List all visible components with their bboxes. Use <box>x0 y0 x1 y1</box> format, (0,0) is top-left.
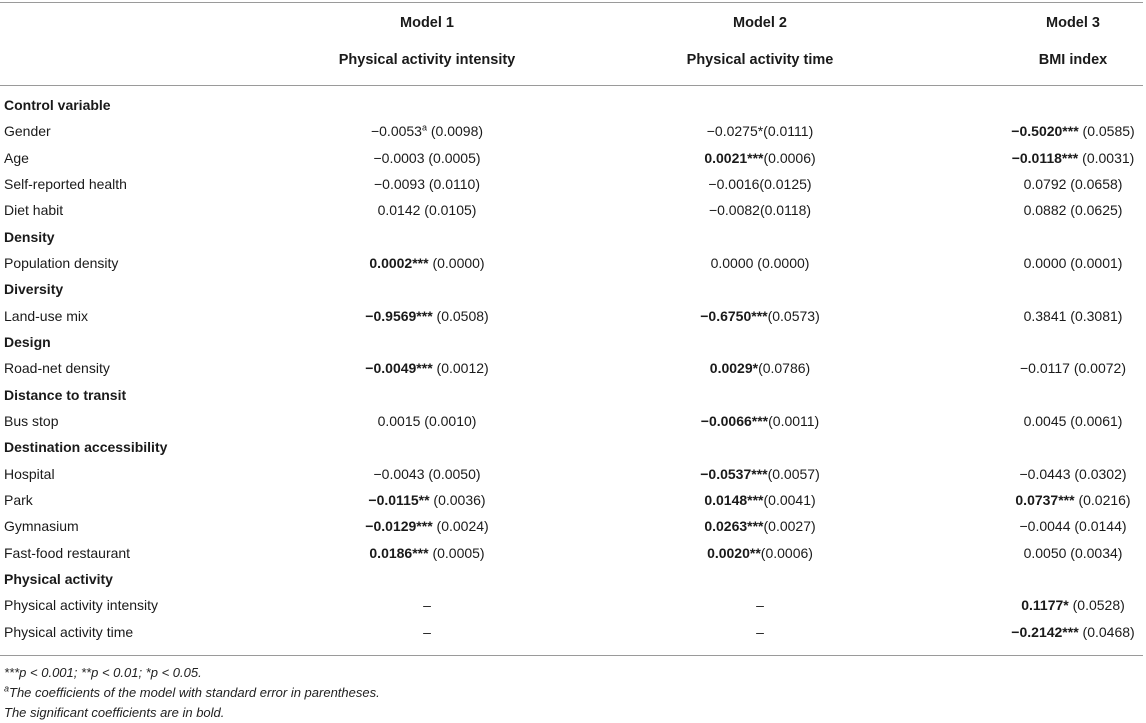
model-1-cell <box>423 596 431 614</box>
standard-error: (0.0468) <box>1078 623 1135 640</box>
model-1-cell <box>369 544 484 562</box>
standard-error: (0.0585) <box>1078 123 1135 140</box>
table-bottom-rule <box>0 655 1143 656</box>
outcome-1-header: Physical activity intensity <box>338 52 516 68</box>
significant-coefficient: 0.0263*** <box>704 518 764 535</box>
footnote-a <box>4 685 380 701</box>
coefficient: −0.0043 (0.0050) <box>373 465 481 482</box>
model-3-cell <box>1024 254 1123 272</box>
coefficient: 0.3841 (0.3081) <box>1023 307 1123 324</box>
significant-coefficient: 0.0148*** <box>704 491 764 508</box>
significant-coefficient: −0.2142*** <box>1011 623 1079 640</box>
significant-coefficient: −0.0129*** <box>365 518 433 535</box>
model-2-cell <box>708 175 811 193</box>
outcome-2-header: Physical activity time <box>686 52 834 68</box>
coefficient: 0.0000 (0.0001) <box>1023 254 1123 271</box>
coefficient: – <box>756 597 764 614</box>
model-3-cell <box>1024 544 1123 562</box>
row-label: Diet habit <box>4 202 64 219</box>
model-3-cell <box>1021 596 1125 614</box>
coefficient: −0.0044 (0.0144) <box>1019 518 1127 535</box>
model-1-cell <box>371 122 483 140</box>
coefficient: 0.0015 (0.0010) <box>377 412 477 429</box>
coefficient: −0.0117 (0.0072) <box>1020 360 1126 377</box>
standard-error: (0.0036) <box>429 491 486 508</box>
model-2-cell <box>704 149 815 167</box>
model-2-cell <box>704 491 815 509</box>
row-label: Population density <box>4 254 119 271</box>
significant-coefficient: 0.0020** <box>707 544 761 561</box>
significant-coefficient: −0.0049*** <box>365 360 433 377</box>
model-2-cell <box>709 201 811 219</box>
standard-error: (0.0006) <box>763 149 816 166</box>
table-top-rule <box>0 2 1143 3</box>
row-label: Physical activity time <box>4 623 134 640</box>
standard-error: (0.0000) <box>428 254 485 271</box>
row-label: Self-reported health <box>4 175 127 192</box>
model-2-cell <box>756 623 764 641</box>
model-3-cell <box>1015 491 1130 509</box>
coefficient: 0.0045 (0.0061) <box>1023 412 1123 429</box>
standard-error: (0.0031) <box>1078 149 1135 166</box>
standard-error: (0.0508) <box>432 307 489 324</box>
model-1-cell <box>365 517 488 535</box>
coefficient: −0.0093 (0.0110) <box>374 175 480 192</box>
coefficient: 0.0142 (0.0105) <box>377 202 477 219</box>
model-3-cell <box>1019 517 1126 535</box>
coefficient: 0.0000 (0.0000) <box>710 254 810 271</box>
row-label: Bus stop <box>4 412 59 429</box>
standard-error: (0.0786) <box>758 360 811 377</box>
coefficient: −0.0275*(0.0111) <box>706 123 814 140</box>
coefficient: – <box>423 623 431 640</box>
model-3-cell <box>1012 149 1135 167</box>
section-heading: Diversity <box>4 281 64 298</box>
model-3-cell <box>1020 359 1126 377</box>
coefficient: −0.0082(0.0118) <box>708 202 812 219</box>
row-label: Park <box>4 491 33 508</box>
significant-coefficient: −0.6750*** <box>700 307 768 324</box>
row-label: Road-net density <box>4 360 110 377</box>
model-2-cell <box>711 254 810 272</box>
row-label: Land-use mix <box>4 307 89 324</box>
significant-coefficient: 0.0002*** <box>369 254 429 271</box>
significant-coefficient: −0.0118*** <box>1011 149 1079 166</box>
coefficient: 0.0792 (0.0658) <box>1023 175 1123 192</box>
model-3-cell <box>1024 201 1123 219</box>
header-rule <box>0 85 1143 86</box>
row-label: Hospital <box>4 465 55 482</box>
model-2-cell <box>701 412 819 430</box>
row-label: Fast-food restaurant <box>4 544 131 561</box>
standard-error: (0.0012) <box>432 360 489 377</box>
model-1-cell <box>365 307 488 325</box>
standard-error: (0.0098) <box>426 123 484 140</box>
model-3-cell <box>1011 623 1134 641</box>
significant-coefficient: 0.0186*** <box>369 544 429 561</box>
significant-coefficient: −0.0115** <box>368 491 430 508</box>
row-label: Physical activity intensity <box>4 597 159 614</box>
standard-error: (0.0027) <box>763 518 816 535</box>
model-1-cell <box>373 149 480 167</box>
model-1-cell <box>374 175 480 193</box>
model-1-cell <box>378 201 477 219</box>
model-2-cell <box>756 596 764 614</box>
model-1-cell <box>373 465 480 483</box>
model-1-cell <box>378 412 477 430</box>
coefficient: – <box>423 597 431 614</box>
section-heading: Design <box>4 333 51 350</box>
standard-error: (0.0573) <box>767 307 820 324</box>
section-heading: Distance to transit <box>4 386 127 403</box>
significant-coefficient: −0.0537*** <box>700 465 768 482</box>
standard-error: (0.0024) <box>432 518 489 535</box>
model-1-cell <box>369 254 484 272</box>
model-3-cell <box>1011 122 1134 140</box>
footnote-a-marker: a <box>4 683 10 694</box>
significant-coefficient: 0.0737*** <box>1015 491 1075 508</box>
standard-error: (0.0006) <box>760 544 813 561</box>
section-heading: Density <box>4 228 55 245</box>
section-heading: Control variable <box>4 97 111 113</box>
model-3-cell <box>1019 465 1126 483</box>
model-3-cell <box>1024 307 1123 325</box>
model-2-cell <box>700 307 820 325</box>
coefficient: −0.0016(0.0125) <box>708 175 812 192</box>
row-label: Gender <box>4 123 51 140</box>
model-2-cell <box>707 122 814 140</box>
footnote-marker: a <box>421 122 427 133</box>
model-2-cell <box>707 544 813 562</box>
model-3-cell <box>1024 412 1123 430</box>
footnote-significance: ***p < 0.001; **p < 0.01; *p < 0.05. <box>4 665 202 680</box>
coefficient: 0.0882 (0.0625) <box>1023 202 1123 219</box>
standard-error: (0.0528) <box>1068 597 1125 614</box>
model-1-header: Model 1 <box>400 15 454 31</box>
coefficient: −0.0053 <box>370 123 422 140</box>
coefficient: 0.0050 (0.0034) <box>1023 544 1123 561</box>
coefficient: – <box>756 623 764 640</box>
model-2-cell <box>704 517 815 535</box>
model-2-header: Model 2 <box>733 15 787 31</box>
standard-error: (0.0005) <box>428 544 485 561</box>
row-label: Age <box>4 149 29 166</box>
significant-coefficient: 0.0021*** <box>704 149 764 166</box>
footnote-a-text: The coefficients of the model with standard error in parentheses. <box>9 685 380 700</box>
standard-error: (0.0041) <box>763 491 816 508</box>
coefficient: −0.0443 (0.0302) <box>1019 465 1127 482</box>
section-heading: Destination accessibility <box>4 439 168 456</box>
outcome-3-header: BMI index <box>1038 52 1108 68</box>
significant-coefficient: 0.1177* <box>1021 597 1069 614</box>
model-3-cell <box>1024 175 1123 193</box>
standard-error: (0.0057) <box>767 465 820 482</box>
significant-coefficient: 0.0029* <box>709 360 759 377</box>
significant-coefficient: −0.5020*** <box>1011 123 1079 140</box>
standard-error: (0.0216) <box>1074 491 1131 508</box>
model-1-cell <box>368 491 485 509</box>
model-1-cell <box>365 359 488 377</box>
significant-coefficient: −0.9569*** <box>365 307 433 324</box>
section-heading: Physical activity <box>4 570 113 587</box>
standard-error: (0.0011) <box>768 412 820 429</box>
model-2-cell <box>710 359 810 377</box>
row-label: Gymnasium <box>4 518 79 535</box>
coefficient: −0.0003 (0.0005) <box>373 149 481 166</box>
model-3-header: Model 3 <box>1046 15 1100 31</box>
model-2-cell <box>700 465 820 483</box>
model-1-cell <box>423 623 431 641</box>
significant-coefficient: −0.0066*** <box>700 412 769 429</box>
footnote-bold-note: The significant coefficients are in bold. <box>4 705 225 720</box>
